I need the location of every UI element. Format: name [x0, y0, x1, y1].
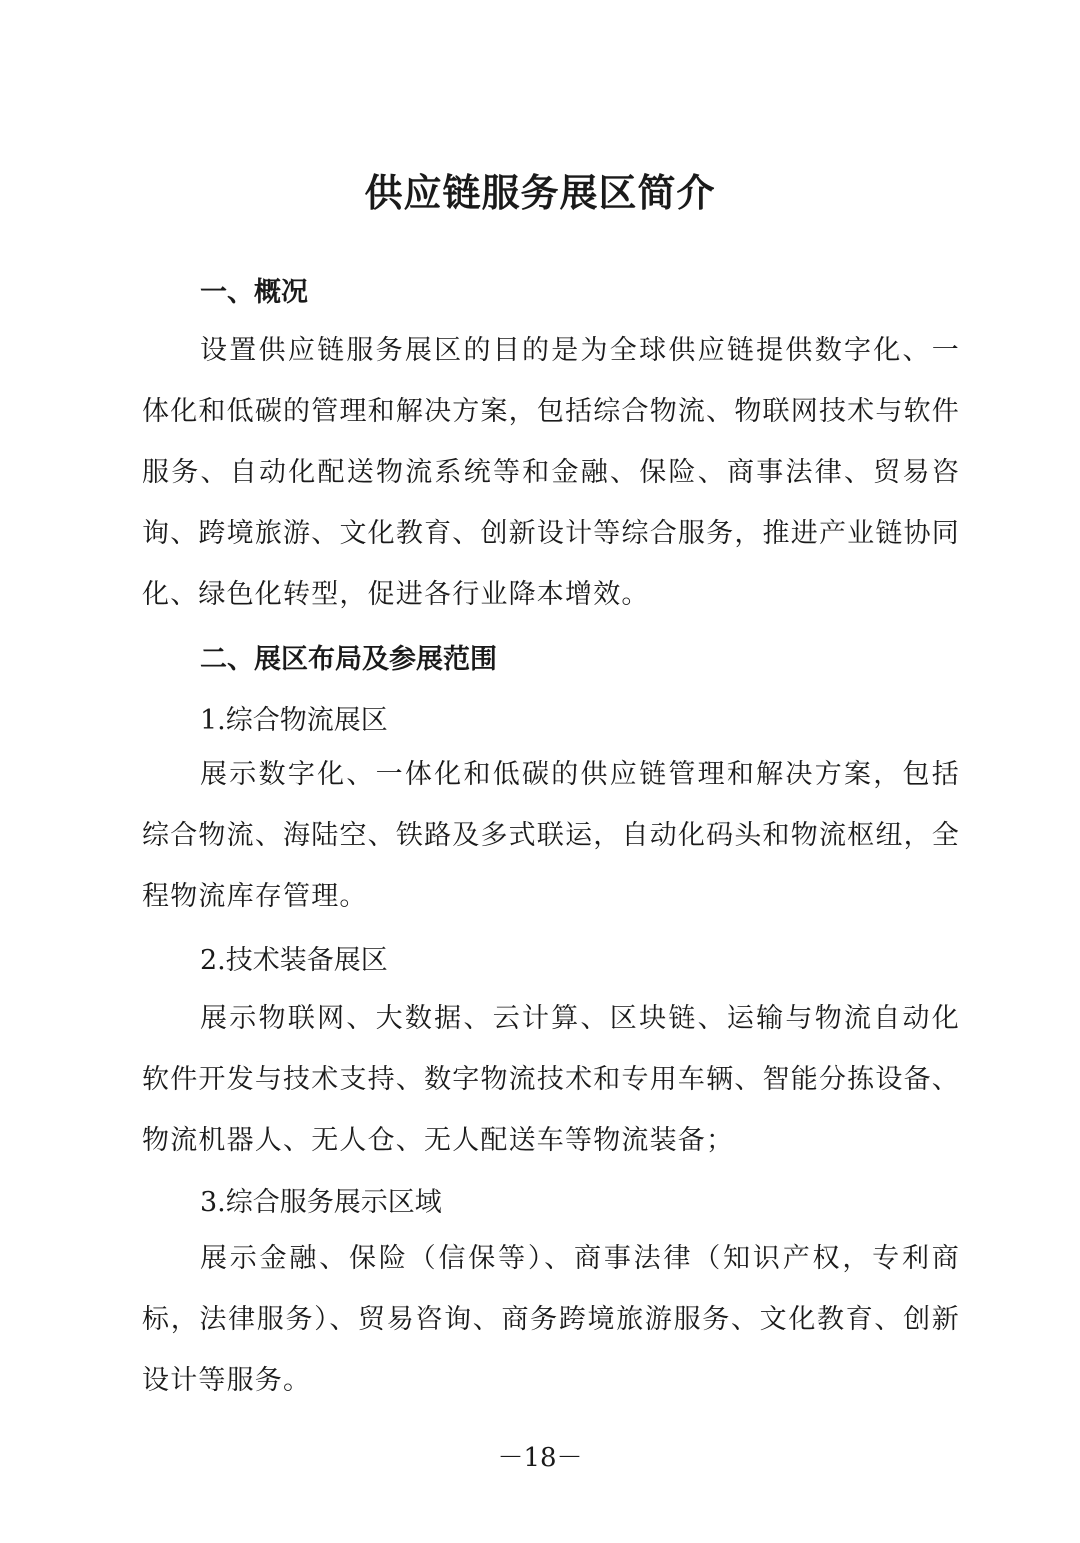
- section-heading-layout: 二、展区布局及参展范围: [200, 644, 497, 675]
- overview-paragraph: 设置供应链服务展区的目的是为全球供应链提供数字化、一体化和低碳的管理和解决方案，包括综合物流、物联网技术与软件服务、自动化配送物流系统等和金融、保险、商事法律、贸易咨询、跨境旅游、文化教育、创新设计等综合服务，推进产业链协同化、绿色化转型，促进各行业降本增效。: [142, 335, 960, 610]
- section-heading-overview: 一、概况: [200, 277, 308, 308]
- services-paragraph: 展示金融、保险（信保等）、商事法律（知识产权，专利商标，法律服务）、贸易咨询、商务跨境旅游服务、文化教育、创新设计等服务。: [142, 1243, 960, 1396]
- subsection-heading-logistics: 1.综合物流展区: [200, 705, 388, 736]
- technology-paragraph: 展示物联网、大数据、云计算、区块链、运输与物流自动化软件开发与技术支持、数字物流技术和专用车辆、智能分拣设备、物流机器人、无人仓、无人配送车等物流装备；: [142, 1003, 960, 1156]
- logistics-paragraph: 展示数字化、一体化和低碳的供应链管理和解决方案，包括综合物流、海陆空、铁路及多式联运，自动化码头和物流枢纽，全程物流库存管理。: [142, 759, 960, 912]
- subsection-heading-technology: 2.技术装备展区: [200, 945, 388, 976]
- page-title: 供应链服务展区简介: [364, 171, 716, 215]
- subsection-heading-services: 3.综合服务展示区域: [200, 1187, 442, 1218]
- page-number: －18－: [497, 1443, 583, 1473]
